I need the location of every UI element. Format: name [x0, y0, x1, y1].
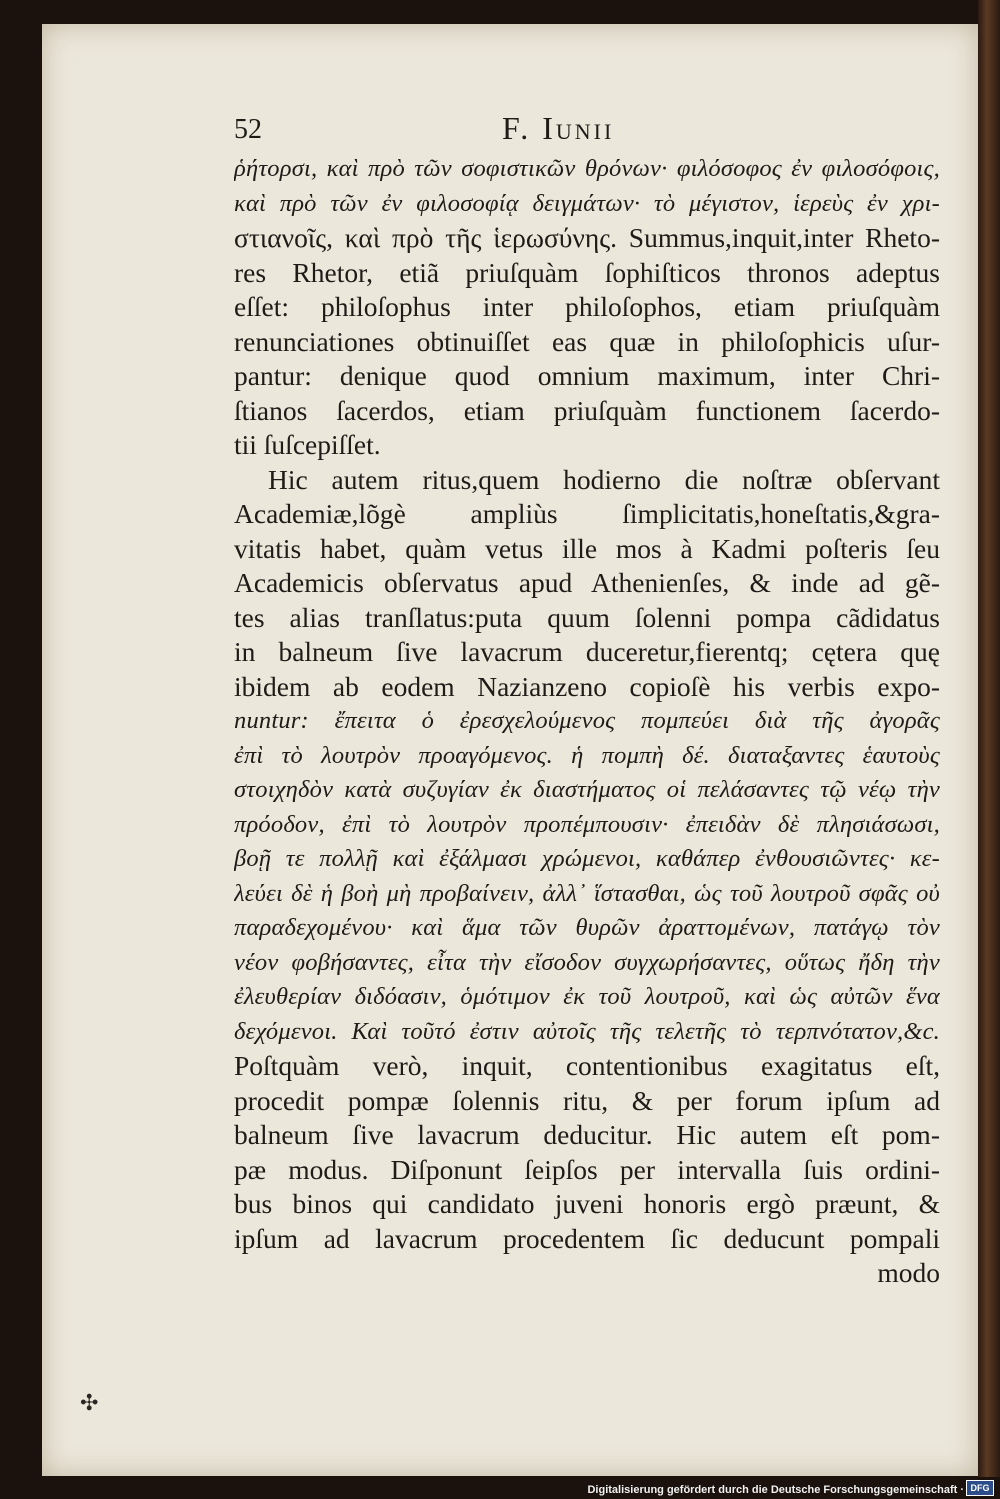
ornament-icon: ✣	[80, 1390, 99, 1415]
text-line: ibidem ab eodem Nazianzeno copioſè his verbis expo-	[234, 670, 940, 702]
text-line: παραδεχομένου· καὶ ἅμα τῶν θυρῶν ἀραττομένων, πατάγῳ τὸν	[234, 914, 940, 941]
text-line: pæ modus. Diſponunt ſeipſos per intervalla ſuis ordini-	[234, 1153, 940, 1185]
text-line: tes alias tranſlatus:puta quum ſolenni pompa cãdidatus	[234, 601, 940, 633]
text-line: in balneum ſive lavacrum duceretur,fierentq; cętera quę	[234, 636, 940, 667]
running-head: F. Iunii	[502, 110, 615, 146]
text-line: Hic autem ritus,quem hodierno die noſtræ obſervant	[268, 463, 940, 495]
page-header	[234, 110, 944, 150]
text-line: nuntur: ἔπειτα ὁ ἐρεσχελούμενος πομπεύει διὰ τῆς ἀγορᾶς	[234, 707, 940, 734]
catchword: modo	[877, 1257, 940, 1288]
text-line: renunciationes obtinuiſſet eas quæ in philoſophicis uſur-	[234, 325, 940, 357]
text-line: δεχόμενοι. Καὶ τοῦτό ἐστιν αὐτοῖς τῆς τελετῆς τὸ τερπνότατον,&c.	[234, 1017, 940, 1045]
text-line: καὶ πρὸ τῶν ἐν φιλοσοφίᾳ δειγμάτων· τὸ μέγιστον, ἱερεὺς ἐν χρι-	[234, 189, 940, 217]
text-line: πρόοδον, ἐπὶ τὸ λουτρὸν προπέμπουσιν· ἐπειδὰν δὲ πλησιάσωσι,	[234, 810, 940, 838]
text-line: bus binos qui candidato juveni honoris ergò præunt, &	[234, 1188, 940, 1219]
text-line: tii ſuſcepiſſet.	[234, 429, 381, 460]
text-line: Academicis obſervatus apud Athenienſes, & inde ad gẽ-	[234, 567, 940, 598]
text-line: eſſet: philoſophus inter philoſophos, etiam priuſquàm	[234, 291, 940, 322]
text-line: ſtianos ſacerdos, etiam priuſquàm functionem ſacerdo-	[234, 394, 940, 426]
page-number: 52	[234, 114, 262, 145]
footer-bar	[0, 1477, 1000, 1499]
text-line: λεύει δὲ ἡ βοὴ μὴ προβαίνειν, ἀλλ᾽ ἵστασθαι, ὡς τοῦ λουτροῦ σφᾶς οὐ	[234, 879, 940, 907]
text-line: balneum ſive lavacrum deducitur. Hic autem eſt pom-	[234, 1119, 940, 1150]
text-line: νέον φοβήσαντες, εἶτα τὴν εἴσοδον συγχωρήσαντες, οὕτως ἤδη τὴν	[234, 948, 940, 976]
text-line: ῥήτορσι, καὶ πρὸ τῶν σοφιστικῶν θρόνων· φιλόσοφος ἐν φιλοσόφοις,	[234, 155, 940, 182]
page-edge	[978, 0, 1000, 1499]
text-line: ἐλευθερίαν διδόασιν, ὁμότιμον ἐκ τοῦ λουτροῦ, καὶ ὡς αὐτῶν ἕνα	[234, 983, 940, 1010]
text-line: Academiæ,lõgè ampliùs ſimplicitatis,honeſtatis,&gra-	[234, 498, 940, 529]
text-line: Poſtquàm verò, inquit, contentionibus exagitatus eſt,	[234, 1050, 940, 1081]
text-line: res Rhetor, etiã priuſquàm ſophiſticos thronos adeptus	[234, 256, 940, 288]
text-line: vitatis habet, quàm vetus ille mos à Kadmi poſteris ſeu	[234, 532, 940, 564]
body-text	[234, 152, 940, 1291]
text-line: βοῇ τε πολλῇ καὶ ἐξάλμασι χρώμενοι, καθάπερ ἐνθουσιῶντες· κε-	[234, 845, 940, 872]
text-line: ipſum ad lavacrum procedentem ſic deducunt pompali	[234, 1222, 940, 1254]
text-line: pantur: denique quod omnium maximum, inter Chri-	[234, 360, 940, 391]
text-line: στιανοῖς, καὶ πρὸ τῆς ἱερωσύνης. Summus,inquit,inter Rheto-	[234, 222, 940, 253]
footer-credit: Digitalisierung gefördert durch die Deutsche Forschungsgemeinschaft ·	[587, 1484, 964, 1496]
text-line: ἐπὶ τὸ λουτρὸν προαγόμενος. ἡ πομπὴ δέ. διαταξαντες ἑαυτοὺς	[234, 741, 940, 769]
text-line: procedit pompæ ſolennis ritu, & per forum ipſum ad	[234, 1084, 940, 1116]
text-line: στοιχηδὸν κατὰ συζυγίαν ἐκ διαστήματος οἱ πελάσαντες τῷ νέῳ τὴν	[234, 776, 940, 803]
dfg-logo-icon: DFG	[966, 1480, 994, 1496]
